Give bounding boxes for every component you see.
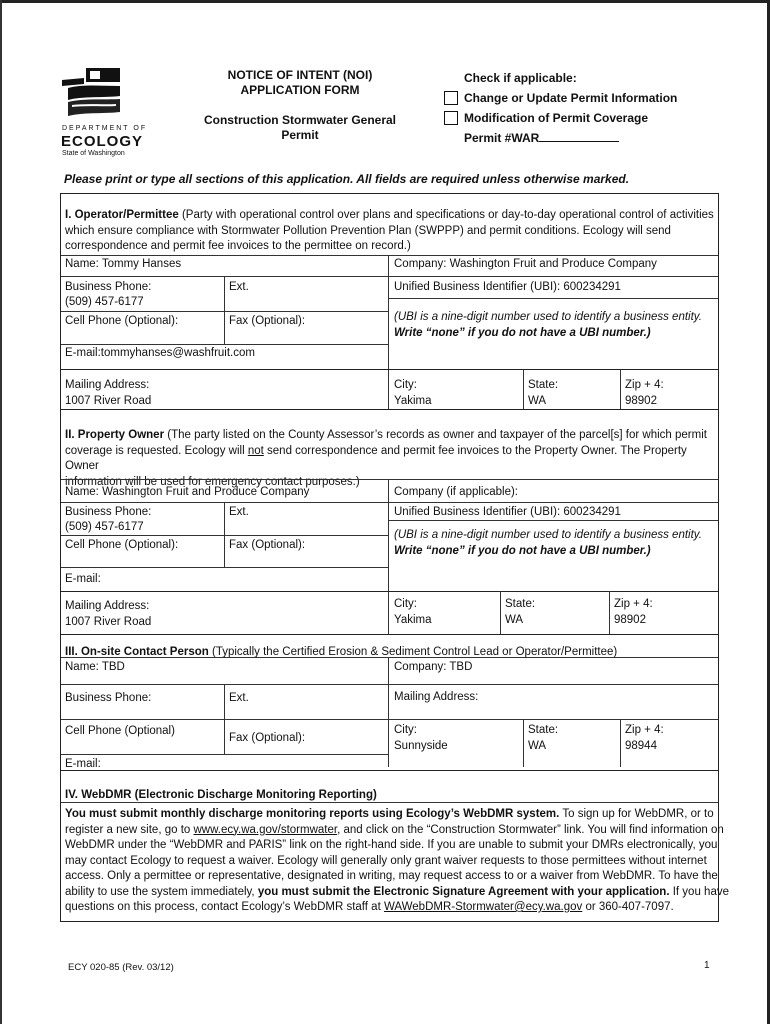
contact-city-label: City: <box>394 724 417 736</box>
change-permit-option[interactable] <box>444 88 744 108</box>
owner-mailing-label: Mailing Address: <box>65 600 150 612</box>
webdmr-email-link[interactable]: WAWebDMR-Stormwater@ecy.wa.gov <box>383 901 583 913</box>
contact-fax-field[interactable]: Fax (Optional): <box>229 732 306 744</box>
operator-ext-field[interactable]: Ext. <box>229 281 249 293</box>
operator-fax-field[interactable]: Fax (Optional): <box>229 315 306 327</box>
modification-permit-option[interactable] <box>444 108 744 128</box>
page-edge-top <box>0 0 770 3</box>
operator-state-label: State: <box>528 379 559 391</box>
operator-name-field[interactable]: Name: Tommy Hanses <box>65 258 182 270</box>
owner-cell-phone-field[interactable]: Cell Phone (Optional): <box>65 539 179 551</box>
owner-fax-field[interactable]: Fax (Optional): <box>229 539 306 551</box>
form-title-block <box>200 68 400 143</box>
state-label: State of Washington <box>62 150 125 157</box>
form-subtitle-line1: Construction Stormwater General <box>203 113 397 127</box>
stormwater-link[interactable]: www.ecy.wa.gov/stormwater <box>193 823 338 836</box>
page-number: 1 <box>704 960 710 971</box>
contact-email-field[interactable]: E-mail: <box>65 758 101 770</box>
owner-ubi-note-line1: (UBI is a nine-digit number used to identify a business entity. <box>394 529 702 541</box>
webdmr-paragraph: You must submit monthly discharge monitoring reports using Ecology’s WebDMR system. To sign up for WebDMR, or to register a new site, go to www.ecy.wa.gov/stormwater, and click on the “Construction Stormwater” link. You will find information on WebDMR under the “WebDMR and PARIS” link on the right-hand side. If you are unable to submit your DMRs electronically, you may contact Ecology to request a waiver. Ecology will generally only grant waiver requests to those permittees without internet access. Only a permittee or representative, designated in writing, may request access to or a waiver from WebDMR. To have the ability to use the system immediately, you must submit the Electronic Signature Agreement with your application. If you have questions on this process, contact Ecology’s WebDMR staff at WAWebDMR-Stormwater@ecy.wa.gov or 360-407-7097. <box>65 808 729 913</box>
owner-ext-field[interactable]: Ext. <box>229 506 249 518</box>
contact-ext-field[interactable]: Ext. <box>229 692 249 704</box>
ecology-logo-icon <box>62 66 140 122</box>
owner-zip-label: Zip + 4: <box>614 598 653 610</box>
operator-ubi-note-line2: Write “none” if you do not have a UBI number.) <box>394 327 651 339</box>
owner-business-phone-field[interactable]: (509) 457-6177 <box>65 521 144 533</box>
change-permit-checkbox[interactable] <box>444 91 458 105</box>
section3-heading: III. On-site Contact Person <box>65 646 209 658</box>
contact-city-field[interactable]: Sunnyside <box>394 740 448 752</box>
contact-zip-label: Zip + 4: <box>625 724 664 736</box>
owner-name-field[interactable]: Name: Washington Fruit and Produce Company <box>65 486 310 498</box>
operator-mailing-label: Mailing Address: <box>65 379 150 391</box>
owner-email-field[interactable]: E-mail: <box>65 573 101 585</box>
contact-state-field[interactable]: WA <box>528 740 547 752</box>
contact-business-phone-field[interactable]: Business Phone: <box>65 692 152 704</box>
form-title-line1: NOTICE OF INTENT (NOI) <box>227 68 373 82</box>
form-instruction: Please print or type all sections of this application. All fields are required unless otherwise marked. <box>64 172 630 186</box>
operator-zip-field[interactable]: 98902 <box>625 395 657 407</box>
operator-cell-phone-field[interactable]: Cell Phone (Optional): <box>65 315 179 327</box>
modification-permit-checkbox[interactable] <box>444 111 458 125</box>
permit-number-blank[interactable] <box>539 131 619 142</box>
section1-heading: I. Operator/Permittee <box>65 209 179 221</box>
owner-city-label: City: <box>394 598 417 610</box>
owner-state-field[interactable]: WA <box>505 614 524 626</box>
contact-cell-phone-field[interactable]: Cell Phone (Optional) <box>65 725 175 737</box>
section4-heading: IV. WebDMR (Electronic Discharge Monitoring Reporting) <box>65 789 377 801</box>
owner-company-field[interactable]: Company (if applicable): <box>394 486 519 498</box>
check-applicable-block <box>444 68 744 148</box>
operator-email-field[interactable]: E-mail:tommyhanses@washfruit.com <box>65 347 255 359</box>
operator-ubi-note-line1: (UBI is a nine-digit number used to identify a business entity. <box>394 311 702 323</box>
operator-company-field[interactable]: Company: Washington Fruit and Produce Company <box>394 258 657 270</box>
page-edge-left <box>0 0 2 1024</box>
check-applicable-title: Check if applicable: <box>464 71 577 85</box>
form-subtitle-line2: Permit <box>281 128 319 142</box>
permit-number-label: Permit #WAR <box>464 131 540 145</box>
operator-zip-label: Zip + 4: <box>625 379 664 391</box>
operator-business-phone-field[interactable]: (509) 457-6177 <box>65 296 144 308</box>
operator-state-field[interactable]: WA <box>528 395 547 407</box>
owner-mailing-field[interactable]: 1007 River Road <box>65 616 152 628</box>
owner-state-label: State: <box>505 598 536 610</box>
contact-mailing-field[interactable]: Mailing Address: <box>394 691 479 703</box>
owner-city-field[interactable]: Yakima <box>394 614 432 626</box>
contact-state-label: State: <box>528 724 559 736</box>
agency-name: ECOLOGY <box>61 133 144 150</box>
form-number: ECY 020-85 (Rev. 03/12) <box>68 962 174 973</box>
section2-description: II. Property Owner (The party listed on the County Assessor’s records as owner and taxpayer of the parcel[s] for which permit coverage is requested. Ecology will not send correspondence and permit fee invoices to the Property Owner. The Property Owner information will be used for emergency contact purposes.) <box>65 429 707 488</box>
permit-number-field[interactable] <box>464 128 744 148</box>
section1-description: I. Operator/Permittee (Party with operational control over plans and specifications or day-to-day operational control of activities which ensure compliance with Stormwater Pollution Prevention Plan (SWPPP) and permit conditions. Ecology will send correspondence and permit fee invoices to the permittee on record.) <box>65 209 714 252</box>
application-form-frame <box>60 193 729 922</box>
section3-description: (Typically the Certified Erosion & Sediment Control Lead or Operator/Permittee) <box>211 646 618 658</box>
modification-permit-label: Modification of Permit Coverage <box>464 111 649 125</box>
contact-company-field[interactable]: Company: TBD <box>394 661 473 673</box>
contact-name-field[interactable]: Name: TBD <box>65 661 125 673</box>
operator-ubi-field[interactable]: Unified Business Identifier (UBI): 600234291 <box>394 281 621 293</box>
owner-business-phone-label: Business Phone: <box>65 506 152 518</box>
operator-city-label: City: <box>394 379 417 391</box>
operator-city-field[interactable]: Yakima <box>394 395 432 407</box>
section2-heading: II. Property Owner <box>65 429 165 441</box>
operator-business-phone-label: Business Phone: <box>65 281 152 293</box>
owner-zip-field[interactable]: 98902 <box>614 614 646 626</box>
operator-mailing-field[interactable]: 1007 River Road <box>65 395 152 407</box>
change-permit-label: Change or Update Permit Information <box>464 91 678 105</box>
owner-ubi-note-line2: Write “none” if you do not have a UBI number.) <box>394 545 651 557</box>
owner-ubi-field[interactable]: Unified Business Identifier (UBI): 600234291 <box>394 506 621 518</box>
form-title-line2: APPLICATION FORM <box>240 83 360 97</box>
department-label: DEPARTMENT OF <box>62 125 148 132</box>
contact-zip-field[interactable]: 98944 <box>625 740 657 752</box>
